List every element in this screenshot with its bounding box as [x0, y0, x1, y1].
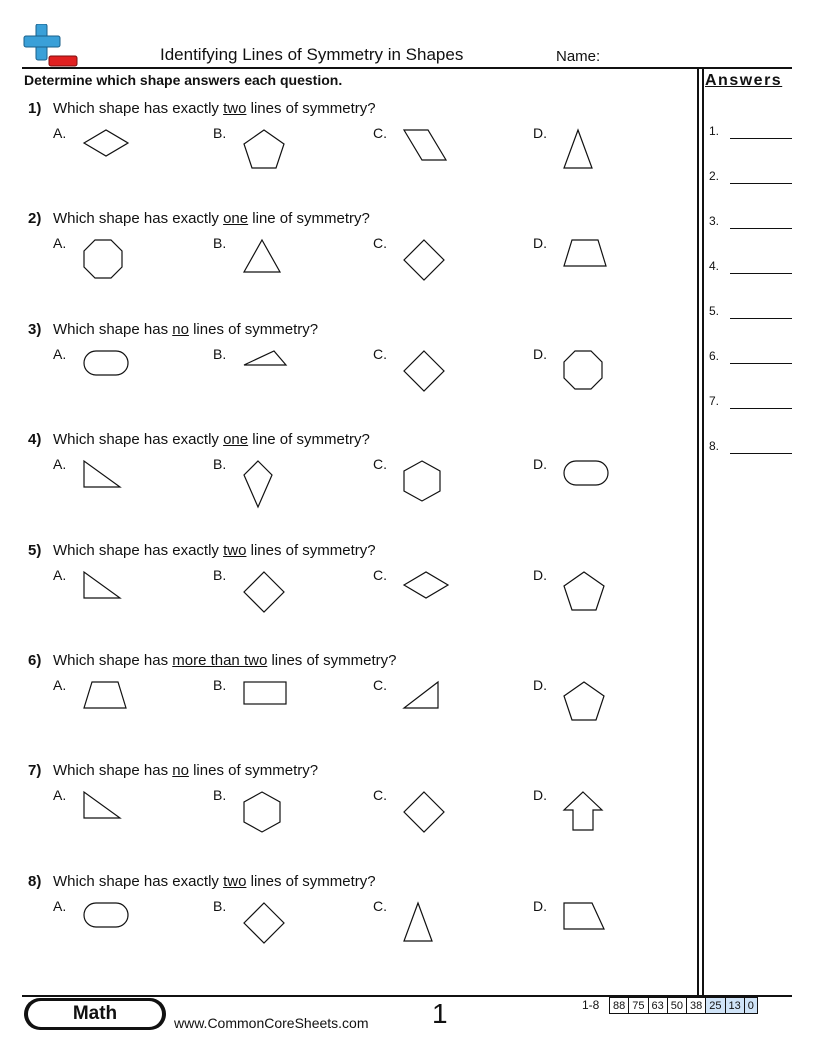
answer-number: 4.: [709, 259, 720, 273]
question-text: Which shape has exactly one line of symmetry?: [53, 210, 370, 227]
answers-heading: Answers: [705, 72, 783, 89]
score-cell: 38: [687, 998, 706, 1014]
pentagon-shape: [564, 682, 604, 720]
right-triangle-shape: [84, 572, 120, 598]
option-label: B.: [213, 787, 227, 803]
question-text: Which shape has no lines of symmetry?: [53, 321, 319, 338]
instructions: Determine which shape answers each question.: [24, 72, 343, 88]
option-label: D.: [533, 235, 547, 251]
question-number: 3): [28, 321, 42, 338]
score-cell: 50: [667, 998, 686, 1014]
question-emphasis: two: [223, 100, 247, 117]
answer-blank[interactable]: [730, 183, 792, 184]
right-triangle-flipped-shape: [404, 682, 438, 708]
subject-badge: [24, 998, 166, 1030]
score-row: [610, 998, 758, 1014]
rhombus-wide-shape: [84, 130, 128, 156]
tall-isosceles-triangle-shape: [404, 903, 432, 941]
question-emphasis: two: [223, 873, 247, 890]
score-cell: 63: [648, 998, 667, 1014]
pentagon-shape: [244, 130, 284, 168]
rounded-rectangle-shape: [84, 351, 128, 375]
option-label: C.: [373, 677, 387, 693]
square-diamond-shape: [404, 240, 444, 280]
option-label: A.: [53, 346, 67, 362]
octagon-shape: [84, 240, 122, 278]
option-label: B.: [213, 346, 227, 362]
square-diamond-shape: [404, 351, 444, 391]
site-url: www.CommonCoreSheets.com: [174, 1015, 369, 1031]
option-label: B.: [213, 456, 227, 472]
right-trapezoid-shape: [564, 903, 604, 929]
option-label: B.: [213, 898, 227, 914]
rounded-rectangle-shape: [564, 461, 608, 485]
option-label: B.: [213, 677, 227, 693]
option-label: B.: [213, 235, 227, 251]
rhombus-wide-shape: [404, 572, 448, 598]
option-label: A.: [53, 125, 67, 141]
question-emphasis: two: [223, 542, 247, 559]
answer-blank[interactable]: [730, 408, 792, 409]
score-table: [609, 997, 758, 1014]
question-emphasis: one: [223, 210, 249, 227]
rounded-rectangle-shape: [84, 903, 128, 927]
subject-label: Math: [28, 1001, 162, 1027]
pentagon-shape: [564, 572, 604, 610]
question-number: 1): [28, 100, 42, 117]
question-emphasis: one: [223, 431, 249, 448]
question-number: 8): [28, 873, 42, 890]
option-label: C.: [373, 346, 387, 362]
page-number: 1: [432, 998, 448, 1029]
question-text: Which shape has no lines of symmetry?: [53, 762, 319, 779]
question-text: Which shape has exactly one line of symmetry?: [53, 431, 370, 448]
question-text: Which shape has exactly two lines of symmetry?: [53, 100, 376, 117]
hexagon-shape: [404, 461, 440, 501]
option-label: A.: [53, 456, 67, 472]
answers-column-divider-inner: [702, 67, 704, 995]
plus-minus-logo-icon: [22, 24, 80, 68]
option-label: C.: [373, 898, 387, 914]
tall-isosceles-triangle-shape: [564, 130, 592, 168]
option-label: D.: [533, 346, 547, 362]
triangle-shape: [244, 240, 280, 272]
answer-number: 2.: [709, 169, 720, 183]
arrow-up-shape: [564, 792, 602, 830]
answers-column-divider: [697, 67, 699, 995]
score-cell: 88: [610, 998, 629, 1014]
square-diamond-shape: [404, 792, 444, 832]
option-label: C.: [373, 125, 387, 141]
hexagon-shape: [244, 792, 280, 832]
score-cell: 0: [744, 998, 757, 1014]
option-label: A.: [53, 787, 67, 803]
square-diamond-shape: [244, 572, 284, 612]
option-label: D.: [533, 677, 547, 693]
option-label: C.: [373, 456, 387, 472]
option-label: D.: [533, 456, 547, 472]
score-cell: 13: [725, 998, 744, 1014]
option-label: A.: [53, 677, 67, 693]
answer-number: 6.: [709, 349, 720, 363]
trapezoid-shape: [84, 682, 126, 708]
right-triangle-shape: [84, 792, 120, 818]
option-label: C.: [373, 567, 387, 583]
question-text: Which shape has exactly two lines of symmetry?: [53, 873, 376, 890]
answer-blank[interactable]: [730, 318, 792, 319]
option-label: D.: [533, 567, 547, 583]
answer-blank[interactable]: [730, 138, 792, 139]
square-diamond-shape: [244, 903, 284, 943]
question-emphasis: no: [172, 321, 189, 338]
answer-blank[interactable]: [730, 273, 792, 274]
option-label: D.: [533, 787, 547, 803]
option-label: A.: [53, 898, 67, 914]
answer-blank[interactable]: [730, 228, 792, 229]
question-number: 5): [28, 542, 42, 559]
score-cell: 75: [629, 998, 648, 1014]
scalene-triangle-shape: [244, 351, 286, 365]
answer-number: 5.: [709, 304, 720, 318]
answer-number: 8.: [709, 439, 720, 453]
question-emphasis: no: [172, 762, 189, 779]
name-label: Name:: [556, 48, 601, 65]
question-number: 7): [28, 762, 42, 779]
question-number: 2): [28, 210, 42, 227]
rectangle-shape: [244, 682, 286, 704]
question-text: Which shape has exactly two lines of symmetry?: [53, 542, 376, 559]
answer-blank[interactable]: [730, 363, 792, 364]
question-emphasis: more than two: [172, 652, 268, 669]
score-cell: 25: [706, 998, 725, 1014]
answer-number: 3.: [709, 214, 720, 228]
question-text: Which shape has more than two lines of symmetry?: [53, 652, 397, 669]
answer-number: 1.: [709, 124, 720, 138]
question-number: 4): [28, 431, 42, 448]
answer-blank[interactable]: [730, 453, 792, 454]
option-label: C.: [373, 235, 387, 251]
question-number: 6): [28, 652, 42, 669]
option-label: B.: [213, 125, 227, 141]
option-label: D.: [533, 898, 547, 914]
option-label: A.: [53, 235, 67, 251]
right-triangle-shape: [84, 461, 120, 487]
answer-number: 7.: [709, 394, 720, 408]
option-label: C.: [373, 787, 387, 803]
header-divider: [22, 67, 792, 69]
option-label: A.: [53, 567, 67, 583]
page-title: Identifying Lines of Symmetry in Shapes: [160, 45, 464, 64]
kite-shape: [244, 461, 272, 507]
parallelogram-shape: [404, 130, 446, 160]
score-range: 1-8: [582, 998, 600, 1012]
option-label: B.: [213, 567, 227, 583]
option-label: D.: [533, 125, 547, 141]
trapezoid-shape: [564, 240, 606, 266]
octagon-shape: [564, 351, 602, 389]
